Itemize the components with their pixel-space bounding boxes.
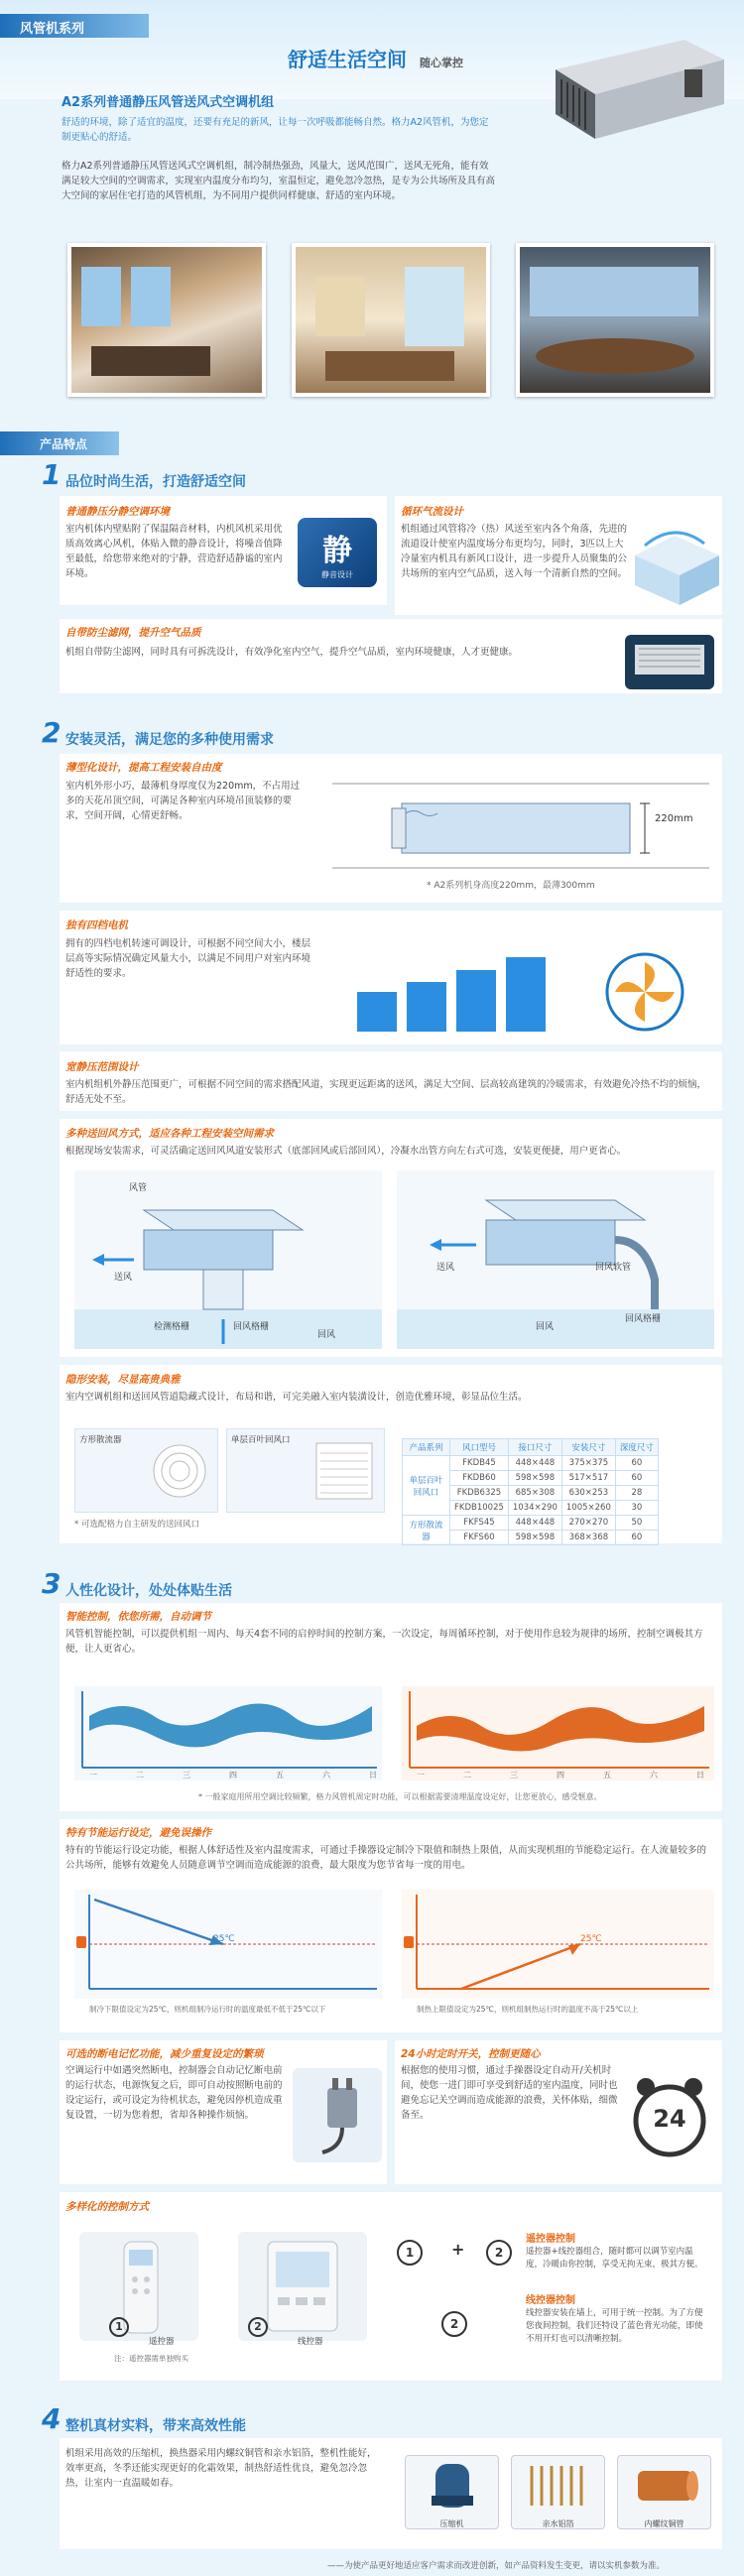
thin-dimension-diagram xyxy=(332,764,709,893)
intro-title: A2系列普通静压风管送风式空调机组 xyxy=(62,95,275,110)
table-cell: 30 xyxy=(615,1501,658,1516)
fresh-room-illustration xyxy=(635,516,719,605)
table-cell: FKFS60 xyxy=(450,1531,509,1545)
fin-label: 亲水铝箔 xyxy=(542,2519,574,2528)
diagram2-label-grille: 回风格栅 xyxy=(625,1314,662,1324)
diagram2-label-return: 回风 xyxy=(536,1322,555,1332)
grille-note: * 可选配格力自主研发的送回风口 xyxy=(74,1520,199,1530)
table-header: 风口型号 xyxy=(450,1439,509,1456)
remote-label: 遥控器 xyxy=(149,2337,175,2347)
weekday-axis-cool xyxy=(89,1770,377,1780)
interior-photo-2 xyxy=(292,243,490,397)
quiet-badge-icon: 静 静音设计 xyxy=(298,518,377,587)
table-cell: 598×598 xyxy=(508,1531,561,1545)
table-cell: 375×375 xyxy=(561,1456,615,1471)
duct-unit-image xyxy=(536,20,734,159)
table-row xyxy=(403,1516,659,1531)
compressor-label: 压缩机 xyxy=(439,2519,464,2528)
diagram1-label-grille: 回风格栅 xyxy=(233,1322,270,1332)
remote-ctrl-text: 遥控器+线控器组合，随时都可以调节室内温度，冷暖由你控制，享受无拘无束，极其方便。 xyxy=(526,2247,703,2269)
return-title: 多种送回风方式，适应各种工程安装空间需求 xyxy=(65,1128,274,1140)
fin-image xyxy=(511,2455,605,2529)
wired-label: 线控器 xyxy=(298,2337,323,2347)
table-row xyxy=(403,1456,659,1471)
thin-dimension-label: 220mm xyxy=(655,813,693,824)
weekday-label: 二 xyxy=(463,1771,471,1779)
weekday-label: 日 xyxy=(369,1771,377,1779)
grille2-label: 单层百叶回风口 xyxy=(231,1435,291,1445)
fresh-text: 机组通过风管将冷（热）风送至室内各个角落，先进的流道设计使室内温度场分布更均匀，同时，3匹以上大冷量室内机具有新风口设计，进一步提升人员聚集的公共场所的室内空气品质，送入每一个清新自然的空间。 xyxy=(401,524,628,579)
timer-text: 根据您的使用习惯，通过手操器设定自动开/关机时间，使您一进门即可享受到舒适的室内温度，同时也避免忘记关空调而造成能源的浪费，关怀体贴，细微备至。 xyxy=(401,2065,618,2121)
cooling-caption: 制冷下限值设定为25℃，则机组制冷运行时的温度最低不低于25℃以下 xyxy=(89,2005,326,2014)
table-cell: 630×253 xyxy=(561,1486,615,1501)
wired-circle-2: 2 xyxy=(248,2317,268,2337)
section-2-title: 安装灵活，满足您的多种使用需求 xyxy=(65,732,274,748)
table-group: 单层百叶回风口 xyxy=(403,1456,450,1516)
section-4-title: 整机真材实料，带来高效性能 xyxy=(65,2418,246,2434)
interior-photo-3 xyxy=(516,243,714,397)
diagram1-label-inspect: 检测格栅 xyxy=(154,1322,190,1332)
power-plug-illustration xyxy=(293,2068,382,2162)
diagram1-label-return: 回风 xyxy=(317,1330,336,1340)
louver-grille-box xyxy=(226,1428,385,1513)
memory-title: 可选的断电记忆功能，减少重复设定的繁琐 xyxy=(65,2048,264,2060)
interior-photo-1 xyxy=(67,243,266,397)
speed-text: 拥有的四档电机转速可调设计，可根据不同空间大小，楼层层高等实际情况确定风量大小，以满足不同用户对室内环境舒适性的要求。 xyxy=(65,938,311,979)
control-title: 多样化的控制方式 xyxy=(65,2201,149,2213)
table-cell: 50 xyxy=(615,1516,658,1531)
footer-note: ——为使产品更好地适应客户需求而改进创新，如产品资料发生变更，请以实机参数为准。 xyxy=(327,2561,666,2571)
table-group: 方形散流器 xyxy=(403,1516,450,1545)
combo-circle-2: 2 xyxy=(486,2240,512,2266)
hidden-title: 隐形安装，尽显高贵典雅 xyxy=(65,1374,181,1386)
fan-speed-illustration xyxy=(347,952,714,1032)
table-cell: FKDB60 xyxy=(450,1471,509,1486)
copper-tube-label: 内螺纹铜管 xyxy=(644,2519,684,2528)
cooling-limit-chart xyxy=(74,1890,382,1999)
weekday-label: 六 xyxy=(322,1771,330,1779)
weekday-label: 三 xyxy=(510,1771,518,1779)
table-cell: FKDB6325 xyxy=(450,1486,509,1501)
table-cell: 60 xyxy=(615,1531,658,1545)
weekday-label: 日 xyxy=(696,1771,704,1779)
cooling-limit-temp: 25℃ xyxy=(213,1934,235,1944)
section-3-number: 3 xyxy=(42,1567,62,1600)
thin-title: 薄型化设计，提高工程安装自由度 xyxy=(65,762,222,774)
filter-text: 机组自带防尘滤网，同时具有可拆洗设计，有效净化室内空气，提升空气品质，室内环境健康，人才更健康。 xyxy=(65,647,519,658)
material-text: 机组采用高效的压缩机，换热器采用内螺纹铜管和亲水铝箔，整机性能好，效率更高，冬季还能实现更好的化霜效果，制热舒适性优良，避免忽冷忽热，让室内一直温暖如春。 xyxy=(65,2448,377,2489)
wired-ctrl-text: 线控器安装在墙上，可用于统一控制。为了方便您夜间控制，我们还特设了蓝色背光功能，即使不用开灯也可以清晰控制。 xyxy=(526,2308,703,2344)
static-title: 宽静压范围设计 xyxy=(65,1061,139,1073)
compressor-image xyxy=(405,2455,499,2529)
table-cell: 368×368 xyxy=(561,1531,615,1545)
weekday-label: 六 xyxy=(650,1771,658,1779)
wired-only-circle-2: 2 xyxy=(441,2311,467,2337)
section-3-title: 人性化设计，处处体贴生活 xyxy=(65,1583,232,1599)
remote-ctrl-title: 遥控器控制 xyxy=(526,2234,575,2245)
weekday-label: 五 xyxy=(276,1771,284,1779)
heating-limit-temp: 25℃ xyxy=(580,1934,602,1944)
heating-limit-chart xyxy=(402,1890,714,1999)
diagram1-label-supply: 送风 xyxy=(114,1273,133,1283)
section-1-title: 品位时尚生活，打造舒适空间 xyxy=(65,474,246,490)
hidden-text: 室内空调机组和送回风管道隐藏式设计，布局和谐，可完美融入室内装潢设计，创造优雅环境，彰显品位生活。 xyxy=(65,1392,528,1403)
return-diagram-bottom xyxy=(74,1170,382,1349)
grille1-label: 方形散流器 xyxy=(79,1435,122,1445)
remote-control-image xyxy=(79,2232,198,2341)
weekly-cool-wave xyxy=(74,1686,382,1780)
smart-caption: * 一般家庭用所用空调比较频繁，格力风管机周定时功能，可以根据需要清理温度设定好，让您更放心，感受惬意。 xyxy=(198,1792,602,1801)
table-cell: 517×517 xyxy=(561,1471,615,1486)
table-header: 接口尺寸 xyxy=(508,1439,561,1456)
quiet-title: 普通静压分静空调环境 xyxy=(65,506,170,518)
diagram1-label-duct: 风管 xyxy=(129,1183,148,1193)
intro-lead: 舒适的环境，除了适宜的温度，还要有充足的新风，让每一次呼吸都能畅自然。格力A2风管机，为您定制更贴心的舒适。 xyxy=(62,117,489,143)
wired-ctrl-title: 线控器控制 xyxy=(526,2295,575,2306)
speed-title: 独有四档电机 xyxy=(65,920,128,931)
table-cell: FKDB45 xyxy=(450,1456,509,1471)
combo-plus: + xyxy=(451,2240,465,2259)
weekday-axis-heat xyxy=(417,1770,704,1780)
series-tag: 风管机系列 xyxy=(0,14,149,38)
return-text: 根据现场安装需求，可灵活确定送回风风道安装形式（底部回风或后部回风），冷凝水出管方向左右式可选，安装更便捷，用户更省心。 xyxy=(65,1146,627,1157)
combo-circle-1: 1 xyxy=(397,2240,423,2266)
table-cell: FKFS45 xyxy=(450,1516,509,1531)
features-label: 产品特点 xyxy=(0,431,119,455)
thin-text: 室内机外形小巧，最薄机身厚度仅为220mm，不占用过多的天花吊顶空间，可满足各种室内环境吊顶装修的要求，空间开阔，心情更舒畅。 xyxy=(65,781,301,821)
weekly-heat-wave xyxy=(402,1686,714,1780)
memory-text: 空调运行中如遇突然断电，控制器会自动记忆断电前的运行状态，电源恢复之后，即可自动按照断电前的设定运行，或可设定为待机状态，避免因停机造成重复设置，一切为您着想，省却各种操作烦恼。 xyxy=(65,2065,283,2121)
intro-body: 格力A2系列普通静压风管送风式空调机组，制冷制热强劲，风量大，送风范围广，送风无死角，能有效满足较大空间的空调需求，实现室内温度分布均匀，室温恒定，避免忽冷忽热，是专为公共场所及具有高大空间的家居住宅打造的风管机组，为不同用户提供同样健康、舒适的室内环境。 xyxy=(62,161,496,201)
section-2-number: 2 xyxy=(42,716,62,749)
smart-text: 风管机智能控制，可以提供机组一周内、每天4套不同的启停时间的控制方案，一次设定，每周循环控制，对于使用作息较为规律的场所，控制空调极其方便，让人更省心。 xyxy=(65,1629,703,1655)
timer-title: 24小时定时开关，控制更随心 xyxy=(401,2048,541,2060)
table-cell: 60 xyxy=(615,1456,658,1471)
weekday-label: 三 xyxy=(183,1771,190,1779)
timer-24-icon: 24 xyxy=(630,2073,709,2162)
weekday-label: 二 xyxy=(136,1771,144,1779)
table-header: 安装尺寸 xyxy=(561,1439,615,1456)
banner-title: 舒适生活空间 随心掌控 xyxy=(288,48,463,71)
table-cell: 1005×260 xyxy=(561,1501,615,1516)
copper-tube-image xyxy=(617,2455,711,2529)
table-cell: 60 xyxy=(615,1471,658,1486)
diagram2-label-supply: 送风 xyxy=(436,1263,455,1273)
filter-title: 自带防尘滤网，提升空气品质 xyxy=(65,627,201,639)
diagram2-label-hose: 回风软管 xyxy=(595,1263,632,1273)
weekday-label: 四 xyxy=(557,1771,564,1779)
energy-title: 特有节能运行设定，避免误操作 xyxy=(65,1827,211,1839)
section-1-number: 1 xyxy=(42,458,62,491)
smart-title: 智能控制，依您所需，自动调节 xyxy=(65,1611,211,1623)
section-4-number: 4 xyxy=(42,2402,62,2435)
table-cell: 448×448 xyxy=(508,1516,561,1531)
weekday-label: 一 xyxy=(89,1771,97,1779)
quiet-text: 室内机体内壁贴附了保温隔音材料，内机风机采用优质高效离心风机，体贴入微的静音设计，将噪音值降至最低，给您带来绝对的宁静，营造舒适静谧的室内环境。 xyxy=(65,524,283,579)
weekday-label: 四 xyxy=(229,1771,237,1779)
energy-text: 特有的节能运行设定功能，根据人体舒适性及室内温度需求，可通过手操器设定制冷下限值和制热上限值，从而实现机组的节能稳定运行。在人流量较多的公共场所，能够有效避免人员随意调节空调而造成能源的浪费，最大限度为您节省每一度的用电。 xyxy=(65,1845,707,1871)
table-header: 深度尺寸 xyxy=(615,1439,658,1456)
weekday-label: 一 xyxy=(417,1771,425,1779)
thin-dimension-caption: * A2系列机身高度220mm，最薄300mm xyxy=(427,881,595,891)
fresh-title: 循环气流设计 xyxy=(401,506,463,518)
table-header: 产品系列 xyxy=(403,1439,450,1456)
static-text: 室内机组机外静压范围更广，可根据不同空间的需求搭配风道，实现更远距离的送风，满足大空间、层高较高建筑的冷暖需求，有效避免冷热不均的烦恼，舒适无处不至。 xyxy=(65,1079,707,1105)
filter-illustration xyxy=(625,635,714,689)
square-diffuser-box xyxy=(74,1428,218,1513)
table-cell: FKDB10025 xyxy=(450,1501,509,1516)
table-cell: 1034×290 xyxy=(508,1501,561,1516)
table-cell: 270×270 xyxy=(561,1516,615,1531)
table-cell: 448×448 xyxy=(508,1456,561,1471)
remote-circle-1: 1 xyxy=(109,2317,129,2337)
table-cell: 685×308 xyxy=(508,1486,561,1501)
table-cell: 28 xyxy=(615,1486,658,1501)
control-note: 注：遥控器需单独购买 xyxy=(114,2354,188,2363)
heating-caption: 制热上限值设定为25℃，则机组制热运行时的温度不高于25℃以上 xyxy=(417,2005,639,2014)
weekday-label: 五 xyxy=(603,1771,611,1779)
grille-spec-table xyxy=(402,1438,659,1545)
table-cell: 598×598 xyxy=(508,1471,561,1486)
